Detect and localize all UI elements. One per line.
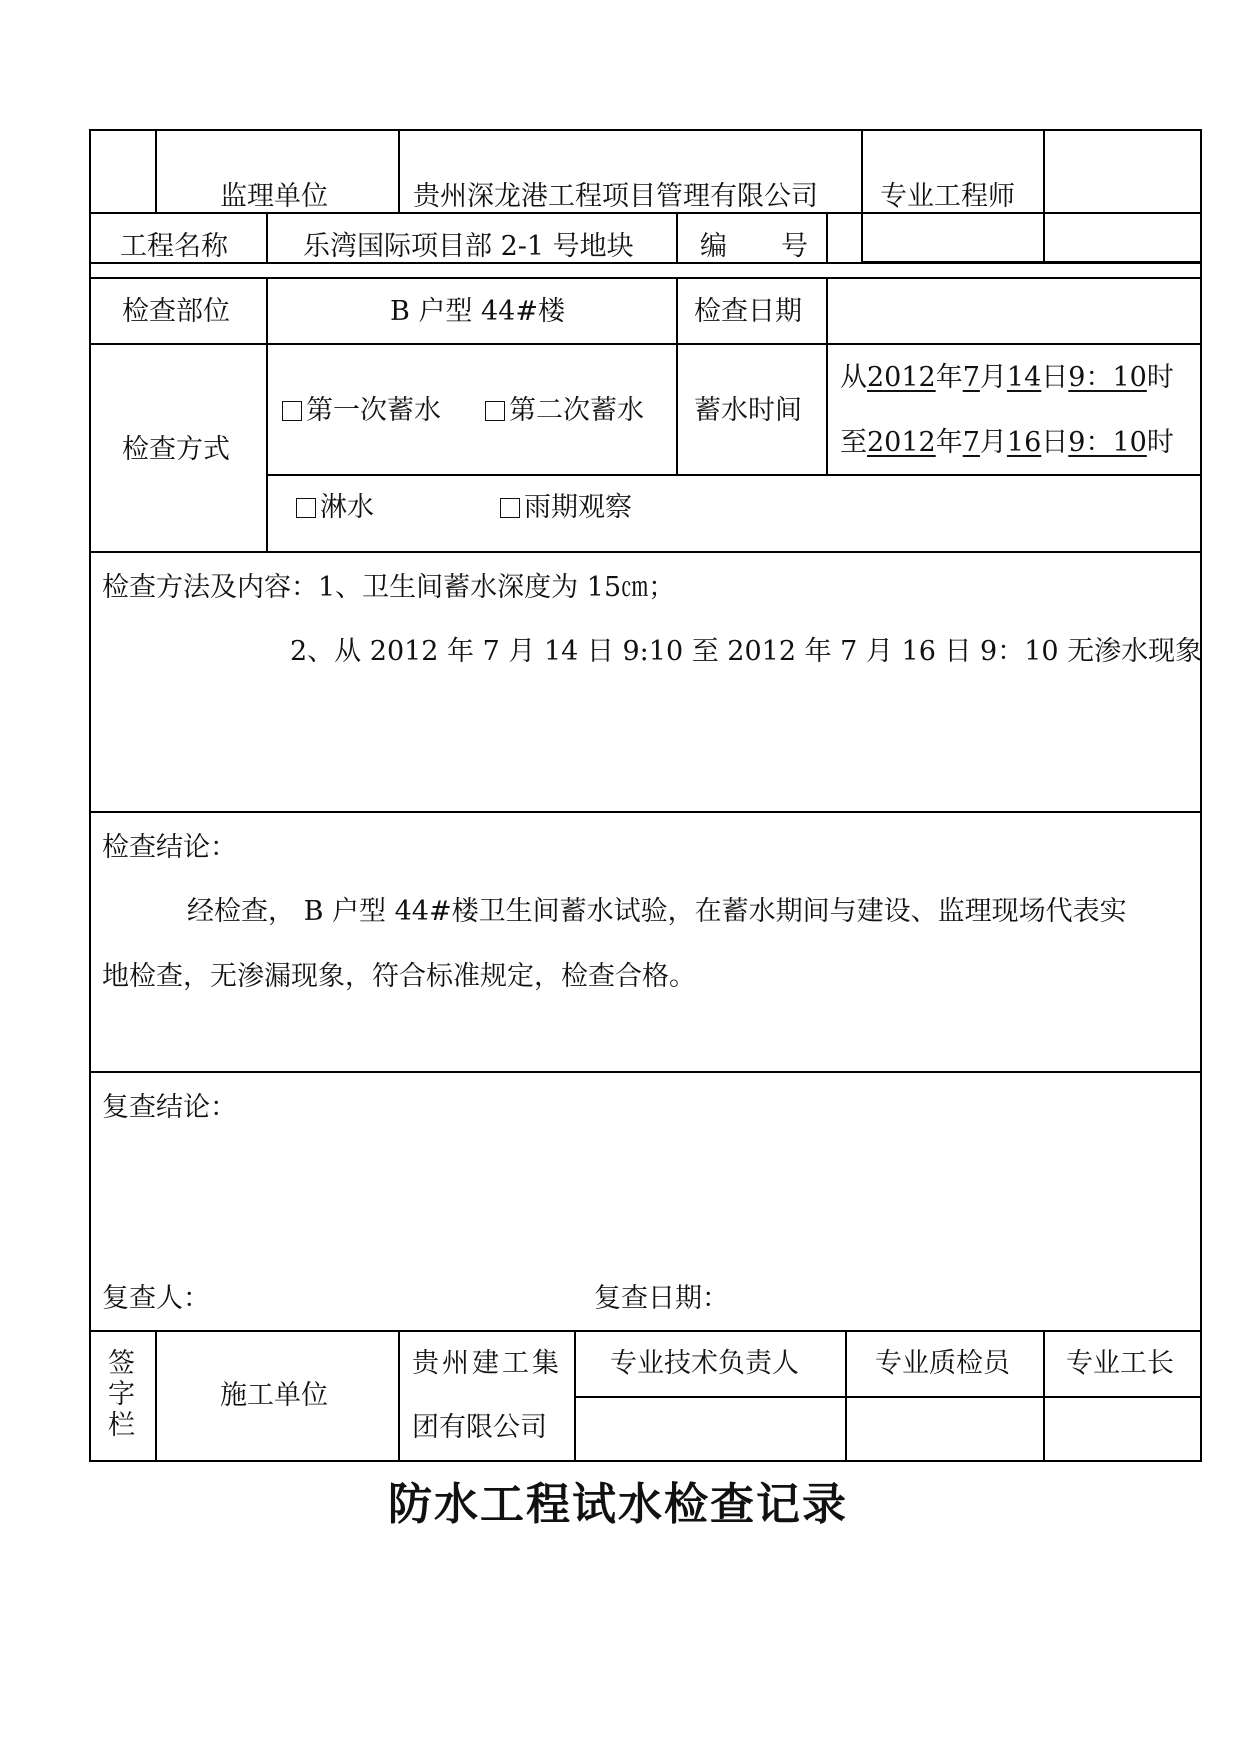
storage-time-label: 蓄水时间: [694, 395, 802, 426]
divider: [89, 343, 1202, 345]
divider: [861, 129, 863, 262]
supervision-label: 监理单位: [220, 181, 328, 212]
checkbox-icon: [500, 498, 520, 518]
divider: [89, 1071, 1202, 1073]
construction-unit-label: 施工单位: [220, 1380, 328, 1411]
tech-lead-label: 专业技术负责人: [610, 1348, 799, 1379]
divider: [574, 1396, 1202, 1398]
engineer-label: 专业工程师: [880, 181, 1015, 212]
quality-inspector-label: 专业质检员: [875, 1348, 1010, 1379]
storage-time-from: 从2012年7月14日9：10时: [840, 362, 1174, 393]
option-second[interactable]: 第二次蓄水: [485, 395, 644, 427]
recheck-person-label: 复查人：: [102, 1283, 210, 1314]
table-border-left: [89, 129, 91, 1461]
divider: [155, 1330, 157, 1461]
divider: [398, 1330, 400, 1461]
divider: [89, 262, 1202, 264]
storage-time-to: 至2012年7月16日9：10时: [840, 427, 1174, 458]
location-label: 检查部位: [122, 296, 230, 327]
number-label: 编 号: [700, 231, 808, 262]
table-border-right: [1200, 129, 1202, 1461]
divider: [398, 129, 400, 213]
signature-column-label-1: 签: [108, 1348, 135, 1379]
supervision-value: 贵州深龙港工程项目管理有限公司: [413, 181, 818, 212]
conclusion-line-1: 经检查， B 户型 44#楼卫生间蓄水试验，在蓄水期间与建设、监理现场代表实: [187, 896, 1127, 927]
recheck-date-label: 复查日期：: [594, 1283, 729, 1314]
divider: [89, 277, 1202, 279]
divider: [826, 212, 828, 262]
date-label: 检查日期: [694, 296, 802, 327]
signature-column-label-2: 字: [108, 1379, 135, 1410]
checkbox-icon: [282, 401, 302, 421]
content-line-2: 2、从 2012 年 7 月 14 日 9:10 至 2012 年 7 月 16 日 9：10 无渗水现象: [290, 636, 1203, 667]
option-first[interactable]: 第一次蓄水: [282, 395, 441, 427]
conclusion-label: 检查结论：: [102, 832, 237, 863]
conclusion-line-2: 地检查，无渗漏现象，符合标准规定，检查合格。: [102, 961, 696, 992]
divider: [1043, 129, 1045, 262]
table-border-top: [89, 129, 1202, 131]
project-value: 乐湾国际项目部 2-1 号地块: [303, 231, 634, 262]
checkbox-icon: [296, 498, 316, 518]
divider: [155, 129, 157, 213]
signature-column-label-3: 栏: [108, 1410, 135, 1441]
divider: [266, 277, 268, 552]
table-border-bottom: [89, 1460, 1202, 1462]
option-rain[interactable]: 雨期观察: [500, 492, 632, 524]
option-shower[interactable]: 淋水: [296, 492, 374, 524]
divider: [676, 212, 678, 262]
method-label: 检查方式: [122, 434, 230, 465]
recheck-label: 复查结论：: [102, 1092, 237, 1123]
divider: [266, 474, 1202, 476]
divider: [89, 1330, 1202, 1332]
divider: [89, 811, 1202, 813]
project-label: 工程名称: [120, 231, 228, 262]
content-line-1: 检查方法及内容：1、卫生间蓄水深度为 15㎝；: [102, 572, 676, 603]
divider: [266, 212, 268, 262]
foreman-label: 专业工长: [1066, 1348, 1174, 1379]
divider: [89, 551, 1202, 553]
checkbox-icon: [485, 401, 505, 421]
page-title: 防水工程试水检查记录: [388, 1479, 848, 1530]
construction-unit-value-2: 团有限公司: [412, 1412, 547, 1443]
construction-unit-value-1: 贵州建工集: [412, 1348, 562, 1379]
divider: [676, 277, 678, 475]
divider: [826, 277, 828, 475]
location-value: B 户型 44#楼: [390, 296, 565, 327]
